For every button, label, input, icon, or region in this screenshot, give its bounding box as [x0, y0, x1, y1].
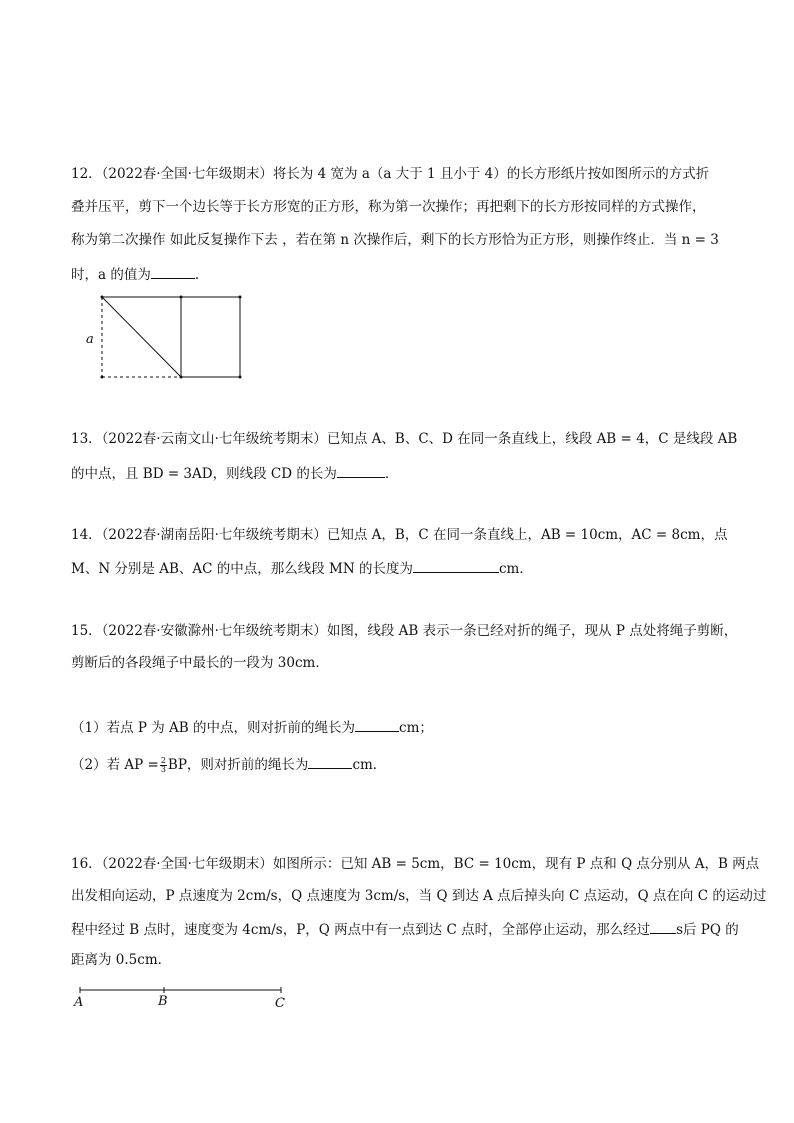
- q14-answer-prompt: M、N 分别是 AB、AC 的中点，那么线段 MN 的长度为: [71, 561, 413, 577]
- q15-sub1-prompt: （1）若点 P 为 AB 的中点，则对折前的绳长为: [71, 720, 356, 736]
- q14-answer-suffix: cm．: [498, 561, 533, 577]
- q16-line-2: 出发相向运动，P 点速度为 2cm/s，Q 点速度为 3cm/s，当 Q 到达 A 点后掉头向 C 点运动，Q 点在向 C 的运动过: [71, 888, 767, 904]
- q16-line-3: [71, 919, 739, 939]
- q14-line-2: [71, 558, 533, 578]
- q14-line-1: 14．（2022春·湖南岳阳·七年级统考期末）已知点 A，B，C 在同一条直线上，AB = 10cm，AC = 8cm，点: [71, 527, 728, 543]
- q16-line-1: 16．（2022春·全国·七年级期末）如图所示：已知 AB = 5cm，BC = 10cm，现有 P 点和 Q 点分别从 A，B 两点: [71, 856, 760, 872]
- q14-answer-blank[interactable]: [413, 558, 499, 573]
- q16-line-4: 距离为 0.5cm．: [71, 952, 172, 968]
- q13-answer-blank[interactable]: [337, 463, 385, 478]
- q15-line-2: 剪断后的各段绳子中最长的一段为 30cm．: [71, 655, 329, 671]
- q15-line-1: 15．（2022春·安徽滁州·七年级统考期末）如图，线段 AB 表示一条已经对折的绳子，现从 P 点处将绳子剪断，: [71, 623, 738, 639]
- q15-sub2-prompt: （2）若 AP =: [71, 757, 159, 773]
- q16-answer-blank[interactable]: [650, 919, 676, 934]
- q16-figure-segment: [70, 982, 300, 1014]
- q15-fraction-denominator: 3: [160, 765, 166, 774]
- q16-answer-suffix: s后 PQ 的: [676, 922, 739, 938]
- q12-answer-blank[interactable]: [151, 264, 195, 279]
- q16-point-B: B: [158, 994, 168, 1009]
- q15-sub-2: [71, 754, 386, 774]
- q15-fraction: [160, 757, 167, 774]
- q13-answer-prompt: 的中点，且 BD = 3AD，则线段 CD 的长为: [71, 466, 337, 482]
- q13-line-1: 13．（2022春·云南文山·七年级统考期末）已知点 A、B、C、D 在同一条直线上，线段 AB = 4，C 是线段 AB: [71, 431, 738, 447]
- q12-line-3: 称为第二次操作 如此反复操作下去 ，若在第 n 次操作后，剩下的长方形恰为正方形，则操作终止．当 n = 3: [71, 232, 719, 248]
- q12-line-2: 叠并压平，剪下一个边长等于长方形宽的正方形，称为第一次操作；再把剩下的长方形按同样的方式操作，: [71, 199, 706, 215]
- q15-sub2-suffix: cm．: [352, 757, 387, 773]
- q12-answer-prompt: 时，a 的值为: [71, 267, 151, 283]
- q13-line-2: [71, 463, 398, 483]
- q15-sub1-blank[interactable]: [355, 717, 399, 732]
- q12-answer-suffix: ．: [194, 267, 209, 283]
- q15-fraction-numerator: 2: [160, 756, 166, 765]
- q12-figure-label-a: a: [86, 332, 94, 347]
- q12-line-1: 12．（2022春·全国·七年级期末）将长为 4 宽为 a（a 大于 1 且小于 4）的长方形纸片按如图所示的方式折: [71, 166, 710, 182]
- q15-sub-1: [71, 717, 433, 737]
- q16-answer-prompt: 程中经过 B 点时，速度变为 4cm/s，P，Q 两点中有一点到达 C 点时，全部停止运动，那么经过: [71, 922, 651, 938]
- q16-point-C: C: [275, 996, 285, 1011]
- q12-line-4: [71, 264, 208, 284]
- q12-figure-rectangle-fold: [80, 292, 250, 387]
- q16-point-A: A: [74, 995, 84, 1010]
- q15-sub2-blank[interactable]: [308, 754, 352, 769]
- q15-sub1-suffix: cm；: [399, 720, 433, 736]
- q13-answer-suffix: ．: [384, 466, 399, 482]
- q15-sub2-mid: BP，则对折前的绳长为: [167, 757, 309, 773]
